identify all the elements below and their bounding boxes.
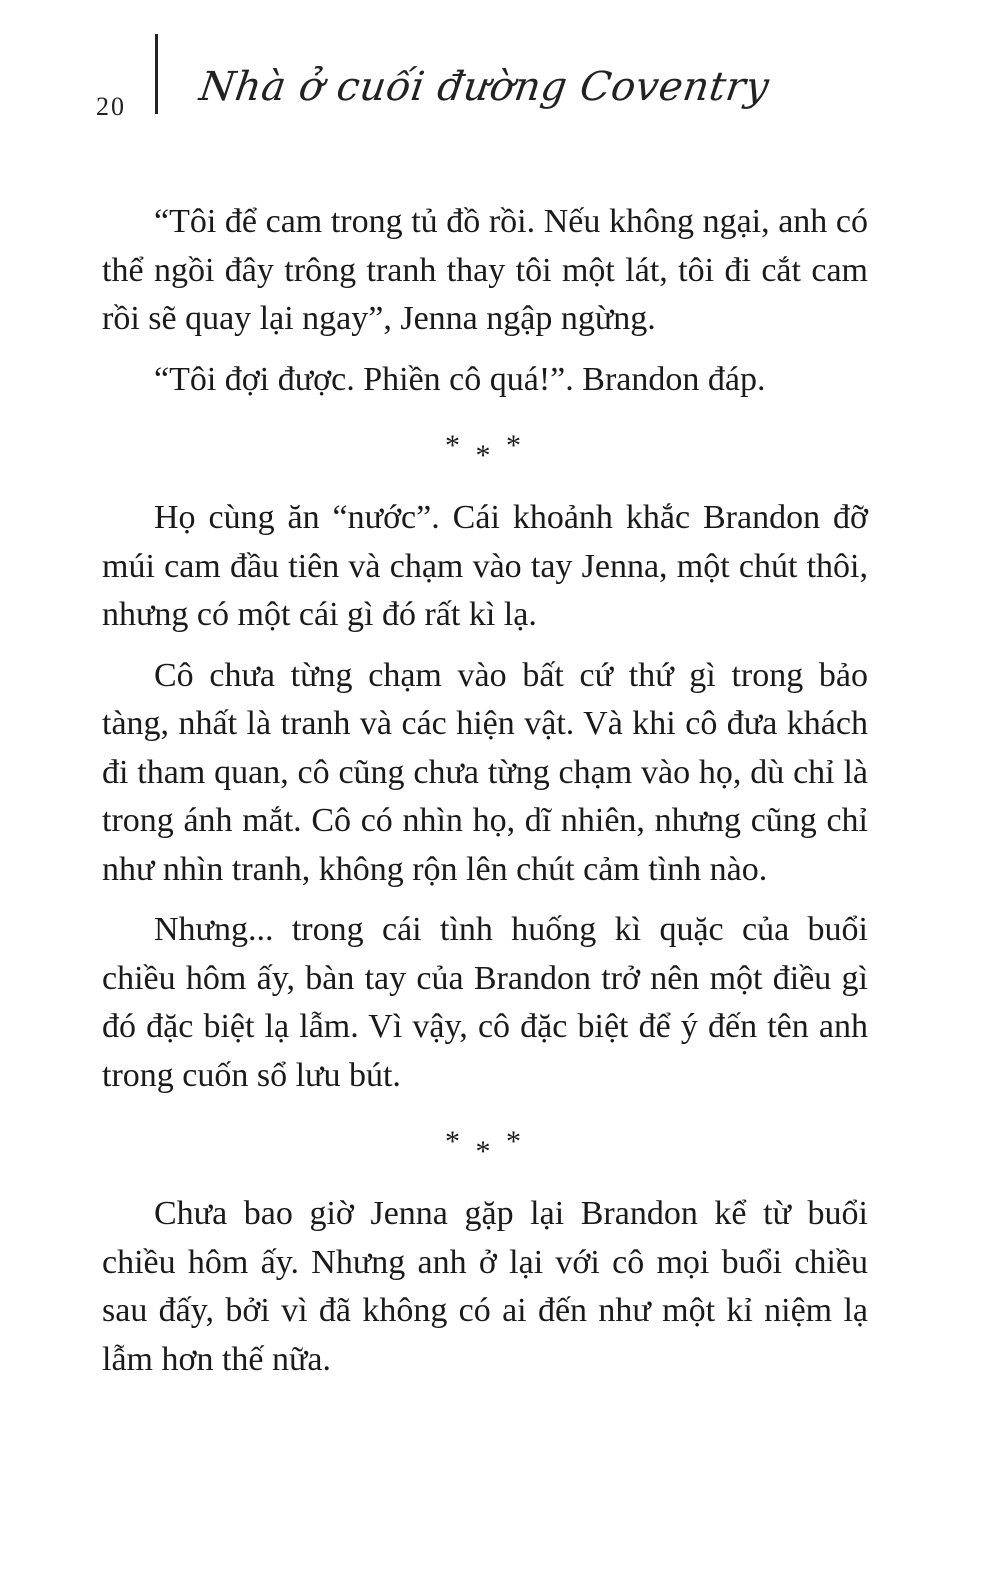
separator-star: * xyxy=(506,1125,525,1158)
running-header xyxy=(0,0,1000,160)
paragraph-5: Nhưng... trong cái tình huống kì quặc của buổi chiều hôm ấy, bàn tay của Brandon trở nên một điều gì đó đặc biệt lạ lẫm. Vì vậy, cô đặc biệt để ý đến tên anh trong cuốn sổ lưu bút. xyxy=(102,911,868,1094)
section-separator xyxy=(102,1112,868,1172)
paragraph-6: Chưa bao giờ Jenna gặp lại Brandon kể từ buổi chiều hôm ấy. Nhưng anh ở lại với cô mọi buổi chiều sau đấy, bởi vì đã không có ai đến như một kỉ niệm lạ lẫm hơn thế nữa. xyxy=(102,1195,868,1378)
paragraph-4: Cô chưa từng chạm vào bất cứ thứ gì trong bảo tàng, nhất là tranh và các hiện vật. Và khi cô đưa khách đi tham quan, cô cũng chưa từng chạm vào họ, dù chỉ là trong ánh mắt. Cô có nhìn họ, dĩ nhiên, nhưng cũng chỉ như nhìn tranh, không rộn lên chút cảm tình nào. xyxy=(102,656,868,888)
paragraph-1: “Tôi để cam trong tủ đồ rồi. Nếu không ngại, anh có thể ngồi đây trông tranh thay tôi một lát, tôi đi cắt cam rồi sẽ quay lại ngay”, Jenna ngập ngừng. xyxy=(102,203,868,337)
header-divider xyxy=(155,34,158,114)
paragraph-3: Họ cùng ăn “nước”. Cái khoảnh khắc Brandon đỡ múi cam đầu tiên và chạm vào tay Jenna, một chút thôi, nhưng có một cái gì đó rất kì lạ. xyxy=(102,499,868,633)
section-separator xyxy=(102,416,868,476)
page-body xyxy=(102,198,868,1396)
separator-star: * xyxy=(445,1125,464,1158)
separator-star: * xyxy=(506,429,525,462)
page-number: 20 xyxy=(96,92,126,121)
separator-star: * xyxy=(475,439,495,472)
separator-star: * xyxy=(475,1135,495,1168)
running-title: Nhà ở cuối đường Coventry xyxy=(196,64,773,110)
separator-star: * xyxy=(445,429,464,462)
paragraph-2: “Tôi đợi được. Phiền cô quá!”. Brandon đáp. xyxy=(154,360,766,398)
